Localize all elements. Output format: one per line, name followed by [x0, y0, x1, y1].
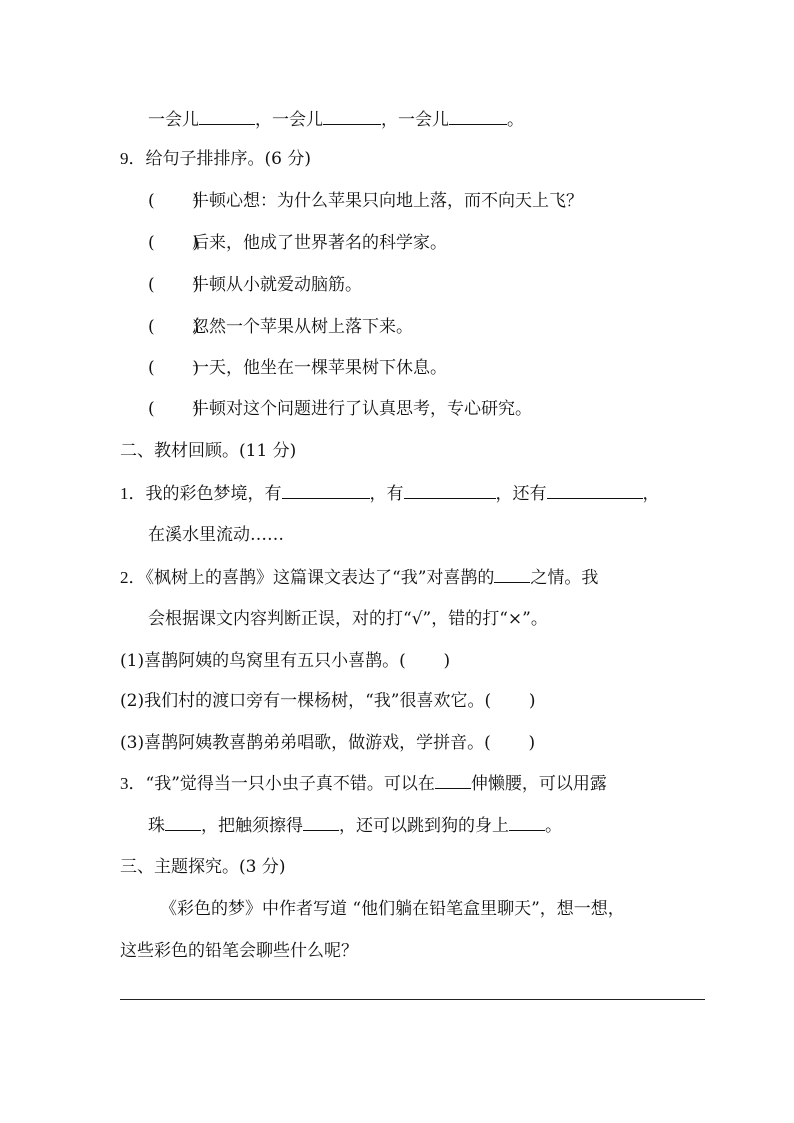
judge-bracket[interactable]: ) [405, 651, 451, 671]
q9-item [148, 398, 532, 420]
s2-q1-text-b: ，有 [369, 484, 404, 504]
s2-q3-line2 [148, 814, 562, 837]
q8-tail-line [148, 108, 524, 131]
s2-q1-text-c: ，还有 [495, 484, 547, 504]
order-bracket[interactable]: ( ) [148, 233, 200, 253]
answer-blank[interactable] [547, 482, 643, 499]
s2-q3-text-f: 。 [545, 816, 562, 836]
order-bracket[interactable]: ( ) [148, 358, 200, 378]
order-bracket[interactable]: ( ) [148, 399, 200, 419]
q9-item [148, 274, 362, 296]
q9-item-text: 牛顿对这个问题进行了认真思考，专心研究。 [192, 399, 532, 419]
answer-blank[interactable] [165, 814, 201, 831]
s2-q3-line1 [120, 772, 607, 795]
answer-blank[interactable] [323, 108, 381, 125]
question-number: 2 [120, 568, 129, 587]
q9-item-text: 牛顿心想：为什么苹果只向地上落，而不向天上飞？ [192, 191, 583, 211]
q9-prompt [120, 148, 311, 170]
s2-q1-line1 [120, 482, 660, 505]
answer-blank[interactable] [435, 772, 471, 789]
judge-item-text: (3)喜鹊阿姨教喜鹊弟弟唱歌，做游戏，学拼音。( [120, 733, 491, 753]
question-number: 9 [120, 149, 129, 168]
section-heading: 三、主题探究。(3 分) [120, 857, 286, 877]
order-bracket[interactable]: ( ) [148, 317, 200, 337]
question-number: 3 [120, 774, 129, 793]
answer-blank[interactable] [494, 566, 530, 583]
answer-blank[interactable] [404, 482, 496, 499]
q8-seg-1: 一会儿 [148, 110, 199, 130]
answer-blank[interactable] [303, 814, 339, 831]
q8-seg-2: ，一会儿 [255, 110, 323, 130]
judge-item-text: (2)我们村的渡口旁有一棵杨树，“我”很喜欢它。( [120, 691, 492, 711]
answer-blank[interactable] [282, 482, 370, 499]
answer-blank[interactable] [199, 108, 255, 125]
s2-q3-text-a: ．“我”觉得当一只小虫子真不错。可以在 [128, 774, 435, 794]
s2-q1-line2: 在溪水里流动…… [148, 525, 284, 545]
s2-q3-text-b: 伸懒腰，可以用露 [470, 774, 607, 794]
s2-q2-text-a: ．《枫树上的喜鹊》这篇课文表达了“我”对喜鹊的 [128, 568, 495, 588]
q9-item [148, 357, 447, 379]
s2-q2-line1 [120, 566, 598, 589]
q9-item [148, 316, 413, 338]
q9-item [148, 232, 447, 254]
answer-blank[interactable] [509, 814, 545, 831]
q9-item [148, 190, 583, 212]
q8-seg-3: ，一会儿 [381, 110, 449, 130]
s2-q1-text-d: ， [642, 484, 660, 504]
order-bracket[interactable]: ( ) [148, 191, 200, 211]
answer-blank[interactable] [449, 108, 507, 125]
s2-q3-text-c: 珠 [148, 816, 165, 836]
s3-prompt-line1: 《彩色的梦》中作者写道 “他们躺在铅笔盒里聊天”，想一想， [160, 899, 625, 919]
order-bracket[interactable]: ( ) [148, 275, 200, 295]
s2-q2-item [120, 732, 535, 754]
s2-q3-text-e: ，还可以跳到狗的身上 [339, 816, 509, 836]
section-heading: 二、教材回顾。(11 分) [120, 441, 297, 461]
s2-q2-line2: 会根据课文内容判断正误，对的打“√”，错的打“×”。 [148, 609, 548, 629]
judge-bracket[interactable]: ) [491, 691, 536, 711]
answer-line[interactable] [120, 999, 705, 1000]
s2-q2-item [120, 690, 536, 712]
s3-prompt-line2: 这些彩色的铅笔会聊些什么呢？ [120, 941, 358, 961]
q8-end: 。 [507, 110, 524, 130]
q9-prompt-text: ．给句子排排序。(6 分) [128, 149, 311, 169]
q9-item-text: 后来，他成了世界著名的科学家。 [192, 233, 447, 253]
s2-q1-text-a: ．我的彩色梦境，有 [128, 484, 282, 504]
s2-q2-item [120, 650, 450, 672]
q9-item-text: 牛顿从小就爱动脑筋。 [192, 275, 362, 295]
question-number: 1 [120, 484, 129, 503]
s2-q2-text-b: 之情。我 [530, 568, 599, 588]
judge-item-text: (1)喜鹊阿姨的鸟窝里有五只小喜鹊。( [120, 651, 406, 671]
judge-bracket[interactable]: ) [490, 733, 536, 753]
s2-q3-text-d: ，把触须擦得 [201, 816, 303, 836]
q9-item-text: 忽然一个苹果从树上落下来。 [192, 317, 413, 337]
q9-item-text: 一天，他坐在一棵苹果树下休息。 [192, 358, 447, 378]
